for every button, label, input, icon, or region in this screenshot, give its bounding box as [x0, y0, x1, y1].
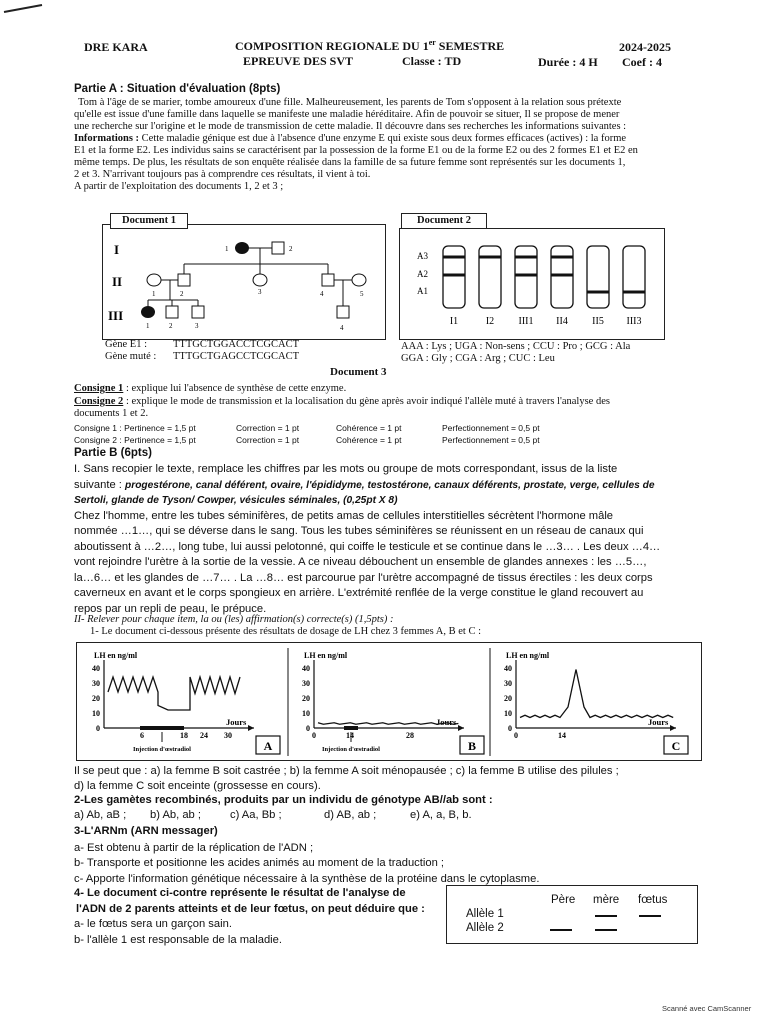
band-III1-A3 — [515, 256, 537, 259]
q4-option-b: b- l'allèle 1 est responsable de la maladie. — [74, 933, 282, 946]
q2-option-a: a) Ab, aB ; — [74, 809, 127, 821]
bareme-1-perf: Perfectionnement = 0,5 pt — [442, 423, 540, 433]
header-title1-pre: COMPOSITION REGIONALE DU 1 — [235, 39, 429, 53]
pedigree-II3-female — [253, 274, 267, 286]
lh-charts-group — [92, 648, 688, 756]
lh-xlabel-B: Jours — [436, 717, 457, 727]
gen-label-I: I — [114, 242, 120, 257]
partB-heading: Partie B (6pts) — [74, 447, 152, 459]
pedigree-label-II1: 1 — [152, 290, 156, 298]
lh-ytick-A-0: 0 — [96, 724, 100, 733]
lh-xtick-C-14: 14 — [558, 731, 566, 740]
document-3-title: Document 3 — [330, 366, 387, 378]
partB-I-line1: I. Sans recopier le texte, remplace les chiffres par les mots ou groupe de mots correspondant, issus de la liste — [74, 463, 618, 475]
lh-ylabel-B: LH en ng/ml — [304, 651, 348, 660]
pedigree-label-II2: 2 — [180, 290, 184, 298]
lh-injection-label-B: Injection d'œstradiol — [322, 746, 380, 753]
q4-line-2: l'ADN de 2 parents atteints et de leur fœtus, on peut déduire que : — [76, 902, 425, 915]
lh-chart-A — [92, 651, 280, 754]
lh-xtick-A-30: 30 — [224, 731, 232, 740]
lh-ylabel-A: LH en ng/ml — [94, 651, 138, 660]
pedigree-III4-male — [337, 306, 349, 318]
pedigree-II5-female — [352, 274, 366, 286]
lh-injection-label-A: Injection d'œstradiol — [133, 746, 191, 753]
lh-xtick-A-18: 18 — [180, 731, 188, 740]
consigne-2-label: Consigne 2 — [74, 396, 124, 407]
pedigree-III2-male — [166, 306, 178, 318]
lh-ytick-A-20: 20 — [92, 694, 100, 703]
header-title2: EPREUVE DES SVT — [243, 54, 354, 68]
partB-q1: 1- Le document ci-dessous présente des résultats de dosage de LH chez 3 femmes A, B et C : — [90, 626, 482, 637]
lane-label-II5: II5 — [592, 316, 604, 327]
pedigree-label-II5: 5 — [360, 290, 364, 298]
pedigree-label-I2: 2 — [289, 245, 293, 253]
consigne-2-cont: documents 1 et 2. — [74, 408, 149, 419]
header-year: 2024-2025 — [619, 40, 671, 54]
doc3-codons-2: GGA : Gly ; CGA : Arg ; CUC : Leu — [401, 353, 555, 364]
lh-ytick-A-40: 40 — [92, 664, 100, 673]
lh-ytick-B-10: 10 — [302, 709, 310, 718]
partA-heading: Partie A : Situation d'évaluation (8pts) — [74, 83, 281, 95]
band-III3-A1 — [623, 291, 645, 294]
adn-col-pere: Père — [551, 894, 576, 906]
lh-ytick-B-30: 30 — [302, 679, 310, 688]
pedigree-label-II4: 4 — [320, 290, 324, 298]
lane-III3 — [623, 246, 645, 308]
electrophoresis-chart — [399, 228, 665, 340]
consigne-1-label: Consigne 1 — [74, 383, 124, 394]
partA-line-1: qu'elle est issue d'une famille dans laquelle se manifeste une maladie héréditaire. Afin de pouvoir se situer, Il se propose de mener — [74, 109, 620, 120]
lane-II5 — [587, 246, 609, 308]
partB-I-line2-pre: suivante : — [74, 478, 125, 491]
gene-mut-seq: TTTGCTGAGCCTCGCACT — [173, 351, 299, 362]
document-1-title: Document 1 — [110, 213, 188, 229]
partB-I-word-list-2: Sertoli, glande de Tyson/ Cowper, vésicules séminales, — [74, 495, 341, 506]
band-III1-A2 — [515, 274, 537, 277]
pedigree-label-III1: 1 — [146, 322, 150, 330]
partA-line-2: une recherche sur l'origine et le mode de transmission de cette maladie. Il découvre dans ses recherches les informations suivantes : — [74, 121, 627, 132]
partB-text-4: la…6… et les glandes de …7… . La …8… est parcourue par l'urètre accompagné de tissus érectiles : les deux corps — [74, 571, 653, 584]
pedigree-label-II3: 3 — [258, 288, 262, 296]
gene-e1-seq: TTTGCTGGACCTCGCACT — [173, 339, 299, 350]
pedigree-chart — [102, 224, 386, 340]
header-coef: Coef : 4 — [622, 55, 662, 69]
lh-xtick-A-24: 24 — [200, 731, 208, 740]
partB-q2-options — [74, 809, 472, 821]
pedigree-II1-female — [147, 274, 161, 286]
partB-II-heading: II- Relever pour chaque item, la ou (les) affirmation(s) correcte(s) (1,5pts) : — [74, 614, 394, 625]
bareme — [74, 422, 540, 446]
partA-line-0: Tom à l'âge de se marier, tombe amoureux d'une fille. Malheureusement, les parents de Tom s'opposent à la relation sous prétexte — [78, 97, 622, 108]
bareme-row-1 — [74, 422, 540, 434]
partB-I-line3 — [74, 493, 724, 509]
band-II4-A3 — [551, 256, 573, 259]
lh-ytick-C-30: 30 — [504, 679, 512, 688]
lh-series-A — [108, 677, 240, 710]
partB-text-3: vont rejoindre l'urètre à la sortie de la vessie. A ce niveau débouchent un ensemble de glandes annexes : les …5…, — [74, 556, 647, 568]
header-title1-post: SEMESTRE — [435, 39, 505, 53]
pedigree-label-I1: 1 — [225, 245, 229, 253]
pedigree-label-III3: 3 — [195, 322, 199, 330]
pedigree-I1-affected-female — [235, 242, 249, 254]
partB-text-6: repos par un repli de peau, le prépuce. — [74, 602, 267, 615]
lane-label-III3: III3 — [626, 316, 642, 327]
partB-q4-options — [74, 917, 282, 948]
header-title1-sup: er — [428, 38, 436, 47]
pen-mark — [0, 0, 60, 20]
gen-label-III: III — [108, 308, 124, 323]
band-II5-A1 — [587, 291, 609, 294]
partB-q3-options — [74, 841, 539, 887]
partB-q4 — [74, 886, 425, 917]
adn-band-mere-1 — [595, 915, 617, 917]
lh-injection-bar-A — [140, 726, 184, 730]
consigne-1-text: : explique lui l'absence de synthèse de cette enzyme. — [123, 383, 347, 394]
lh-ytick-B-0: 0 — [306, 724, 310, 733]
gene-mut-label: Gène muté : — [105, 351, 157, 362]
pedigree-I2-male — [272, 242, 284, 254]
lh-tag-A: A — [263, 739, 273, 753]
q3-option-c: c- Apporte l'information génétique nécessaire à la synthèse de la protéine dans le cytoplasme. — [74, 872, 540, 885]
lh-xtick-C-0: 0 — [514, 731, 518, 740]
consigne-2 — [74, 396, 610, 408]
allele-label-A1: A1 — [417, 286, 428, 296]
bareme-2-corr: Correction = 1 pt — [236, 435, 300, 445]
lane-I2 — [479, 246, 501, 308]
adn-col-mere: mère — [593, 894, 620, 906]
doc3-codons-1: AAA : Lys ; UGA : Non-sens ; CCU : Pro ; GCG : Ala — [401, 341, 631, 352]
lh-charts — [76, 642, 702, 761]
lh-xtick-B-0: 0 — [312, 731, 316, 740]
pedigree-label-III2: 2 — [169, 322, 173, 330]
pedigree-II4-male — [322, 274, 334, 286]
partB-text-5: caverneux en avant et le corps spongieux en arrière. L'extrémité renflée de la verge constitue le gland recouvert au — [74, 587, 644, 599]
lh-ylabel-C: LH en ng/ml — [506, 651, 550, 660]
lh-xtick-B-28: 28 — [406, 731, 414, 740]
adn-band-foetus-1 — [639, 915, 661, 917]
adn-band-mere-2 — [595, 929, 617, 931]
adn-table — [446, 885, 698, 944]
lh-chart-C — [490, 648, 688, 756]
doc3-gene-e1 — [105, 339, 299, 351]
partB-I-word-list: progestérone, canal déférent, ovaire, l'épididyme, testostérone, canaux déférents, prostate, verge, cellules de — [125, 479, 655, 491]
lane-label-III1: III1 — [518, 316, 534, 327]
header-left: DRE KARA — [84, 40, 148, 54]
consigne-1 — [74, 383, 346, 395]
bareme-2-coh: Cohérence = 1 pt — [336, 435, 402, 445]
band-II4-A2 — [551, 274, 573, 277]
partA-info-line-2: même temps. De plus, les résultats de son enquête réalisée dans la famille de sa future femme sont représentés sur les documents 1, — [74, 157, 626, 168]
electrophoresis-lanes — [443, 246, 645, 327]
lane-label-II4: II4 — [556, 316, 568, 327]
q4-option-a: a- le fœtus sera un garçon sain. — [74, 918, 232, 930]
lh-injection-bar-B — [344, 726, 358, 730]
band-I2-A3 — [479, 256, 501, 259]
lane-III1 — [515, 246, 537, 308]
footer-watermark: Scanné avec CamScanner — [662, 1004, 752, 1013]
lane-I1 — [443, 246, 465, 308]
band-I1-A2 — [443, 274, 465, 277]
lh-tag-C: C — [671, 739, 681, 753]
lh-xtick-B-14: 14 — [346, 731, 354, 740]
partB-q1-answers — [74, 764, 619, 794]
lh-ytick-A-30: 30 — [92, 679, 100, 688]
header-classe: Classe : TD — [402, 54, 462, 68]
q2-option-e: e) A, a, B, b. — [410, 809, 472, 821]
header-duree: Durée : 4 H — [538, 55, 598, 69]
pedigree-label-III4: 4 — [340, 324, 344, 332]
bareme-1-coh: Cohérence = 1 pt — [336, 423, 402, 433]
lh-xtick-A-6: 6 — [140, 731, 144, 740]
pedigree-III1-affected-female — [141, 306, 155, 318]
q1-answer-line-1: Il se peut que : a) la femme B soit castrée ; b) la femme A soit ménopausée ; c) la femme B utilise des pilules ; — [74, 765, 619, 777]
allele-label-A2: A2 — [417, 269, 428, 279]
lh-tag-B: B — [467, 739, 477, 753]
partB-I — [74, 462, 724, 617]
q2-option-d: d) AB, ab ; — [324, 809, 377, 821]
bareme-row-2 — [74, 434, 540, 446]
partA-intro — [74, 97, 704, 193]
lh-ytick-C-10: 10 — [504, 709, 512, 718]
partB-text-2: aboutissent à …2…, long tube, lui aussi pelotonné, qui coiffe le testicule et se continue dans le …3… . Les deux …4… — [74, 540, 661, 553]
adn-band-pere-2 — [550, 929, 572, 931]
lh-chart-B — [288, 648, 484, 756]
partB-q3: 3-L'ARNm (ARN messager) — [74, 825, 218, 837]
partB-I-points: (0,25pt X 8) — [340, 495, 398, 506]
lh-ytick-C-0: 0 — [508, 724, 512, 733]
bareme-2-pert: Consigne 2 : Pertinence = 1,5 pt — [74, 435, 196, 445]
partB-text-1: nommée …1…, qui se déverse dans le sang. Tous les tubes séminifères se réunissent en un réseau de canaux qui — [74, 525, 644, 537]
pedigree-III3-male — [192, 306, 204, 318]
q4-line-1: 4- Le document ci-contre représente le résultat de l'analyse de — [74, 887, 406, 899]
bareme-1-corr: Correction = 1 pt — [236, 423, 300, 433]
document-2-title: Document 2 — [401, 213, 487, 229]
partA-info-line-0 — [74, 133, 704, 145]
lane-II4 — [551, 246, 573, 308]
lh-ytick-A-10: 10 — [92, 709, 100, 718]
bareme-1-pert: Consigne 1 : Pertinence = 1,5 pt — [74, 423, 196, 433]
partB-q2: 2-Les gamètes recombinés, produits par un individu de génotype AB//ab sont : — [74, 794, 493, 806]
adn-row-allele-2: Allèle 2 — [466, 922, 504, 934]
adn-row-allele-1: Allèle 1 — [466, 908, 504, 920]
lh-xlabel-A: Jours — [226, 717, 247, 727]
doc3-gene-mut — [105, 351, 299, 363]
bareme-2-perf: Perfectionnement = 0,5 pt — [442, 435, 540, 445]
partB-text-0: Chez l'homme, entre les tubes séminifères, de petits amas de cellules interstitielles sécrètent l'hormone mâle — [74, 509, 614, 522]
adn-col-foetus: fœtus — [638, 894, 668, 906]
q3-option-b: b- Transporte et positionne les acides animés au moment de la traduction ; — [74, 857, 445, 870]
q1-answer-line-2: d) la femme C soit enceinte (grossesse en cours). — [74, 780, 321, 792]
lh-series-C — [520, 670, 673, 718]
gen-label-II: II — [112, 274, 123, 289]
gene-e1-label: Gène E1 : — [105, 339, 147, 350]
q3-option-a: a- Est obtenu à partir de la réplication de l'ADN ; — [74, 842, 314, 854]
pedigree-II2-male — [178, 274, 190, 286]
header-title1 — [235, 38, 504, 54]
allele-label-A3: A3 — [417, 251, 428, 261]
lh-ytick-C-40: 40 — [504, 664, 512, 673]
partB-I-line2 — [74, 478, 724, 494]
info-label: Informations : — [74, 133, 140, 144]
lh-ytick-B-20: 20 — [302, 694, 310, 703]
q2-option-b: b) Ab, ab ; — [150, 809, 201, 821]
partA-info-line-4: A partir de l'exploitation des documents 1, 2 et 3 ; — [74, 181, 284, 192]
lane-label-I2: I2 — [485, 316, 495, 327]
q2-option-c: c) Aa, Bb ; — [230, 809, 282, 821]
consigne-2-text: : explique le mode de transmission et la localisation du gène après avoir indiqué l'allèle muté à travers l'analyse des — [123, 396, 610, 407]
band-I1-A3 — [443, 256, 465, 259]
partA-info-line-1: E1 et la forme E2. Les individus sains se caractérisent par la possession de la forme E1 ou de la forme E2 ou des 2 formes E1 et E2 en — [74, 145, 638, 156]
lh-ytick-B-40: 40 — [302, 664, 310, 673]
info-line-0-text: Cette maladie génique est due à l'absence d'une enzyme E qui existe sous deux formes efficaces (actives) : la forme — [139, 133, 627, 144]
lh-xlabel-C: Jours — [648, 717, 669, 727]
partA-info-line-3: 2 et 3. N'arrivant toujours pas à comprendre ces résultats, il vient à toi. — [74, 169, 371, 180]
lane-label-I1: I1 — [449, 316, 459, 327]
lh-ytick-C-20: 20 — [504, 694, 512, 703]
